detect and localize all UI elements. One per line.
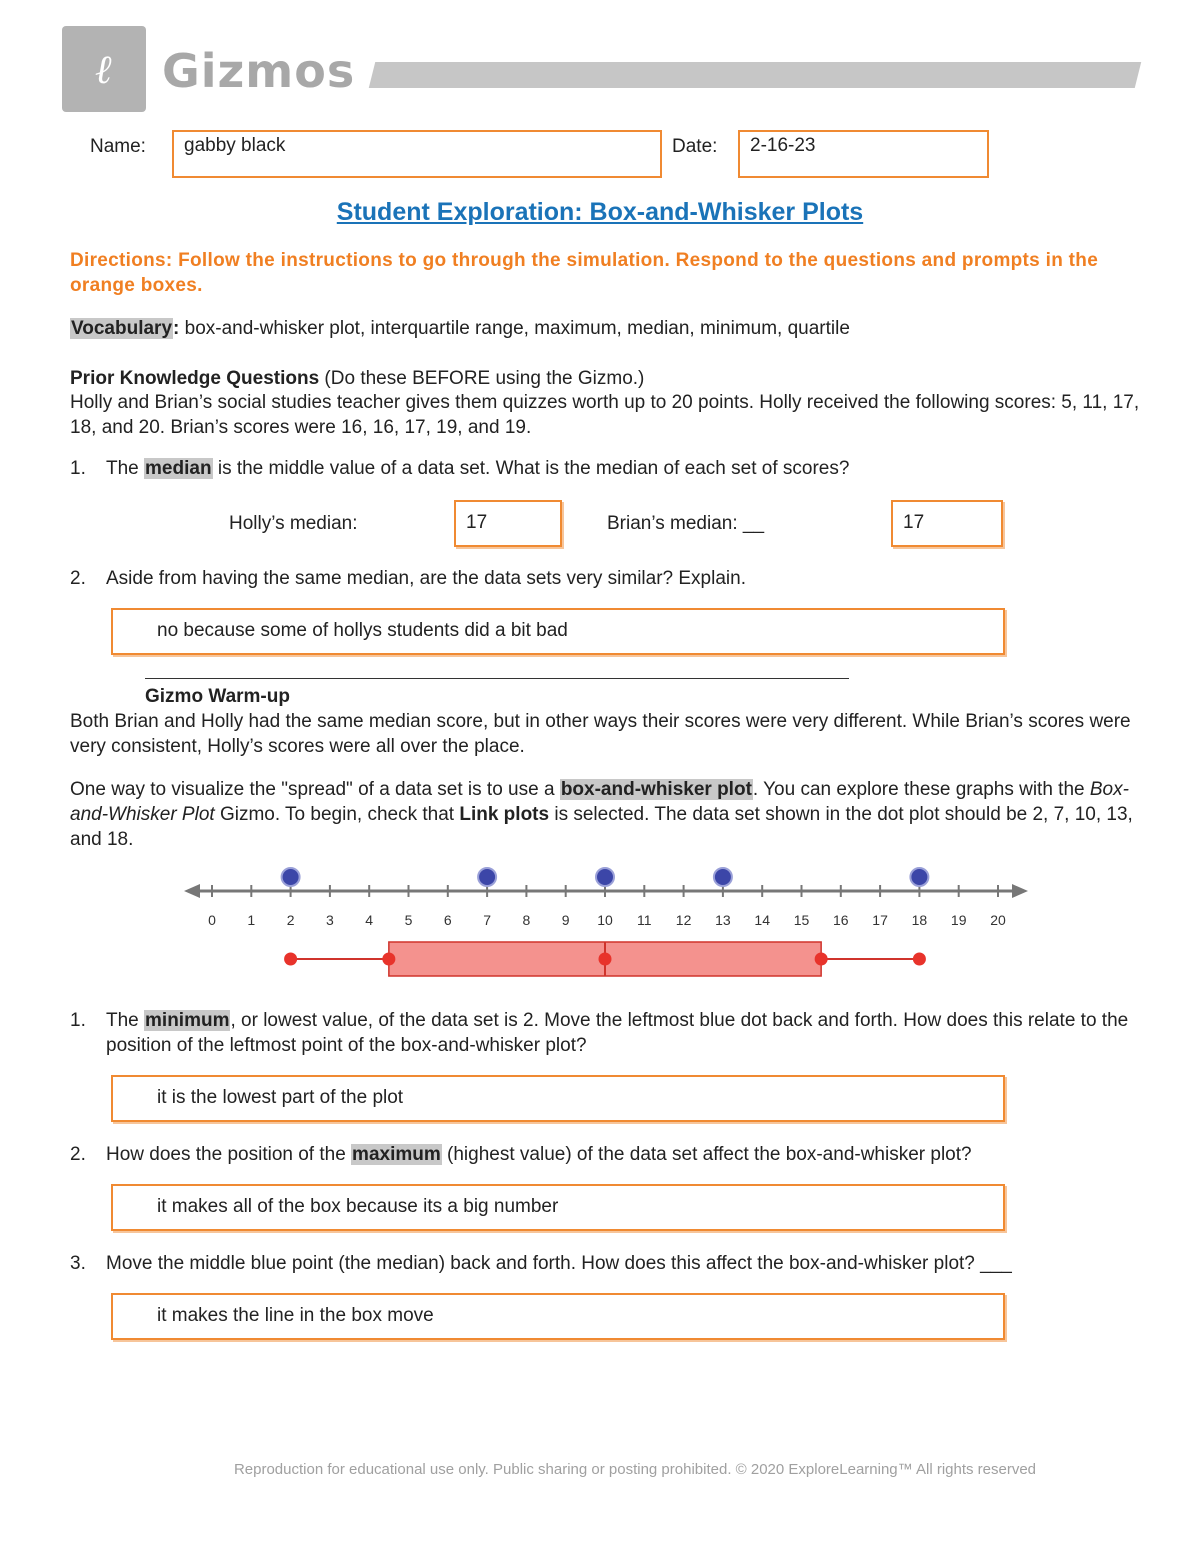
gizmos-brand: Gizmos: [162, 44, 356, 98]
box-whisker-plot: [180, 858, 1040, 980]
warmup-q2-number: 2.: [70, 1144, 86, 1165]
axis-tick-label: 3: [326, 912, 334, 928]
axis-tick-label: 20: [990, 912, 1006, 928]
holly-median-field[interactable]: 17: [454, 500, 562, 547]
axis-tick-label: 18: [911, 912, 928, 928]
axis-tick-label: 16: [833, 912, 849, 928]
axis-tick-label: 8: [522, 912, 531, 928]
minimum-term: minimum: [145, 1010, 230, 1031]
explorelearning-logo: [62, 26, 146, 112]
warmup-q3-number: 3.: [70, 1253, 86, 1274]
axis-tick-label: 13: [715, 912, 731, 928]
q1-point: [382, 953, 395, 966]
warmup-q1-answer[interactable]: it is the lowest part of the plot: [111, 1075, 1005, 1122]
prior-q1-text: The median is the middle value of a data set. What is the median of each set of scores?: [106, 458, 850, 479]
axis-tick-label: 10: [597, 912, 613, 928]
prior-q2-answer[interactable]: no because some of hollys students did a bit bad: [111, 608, 1005, 655]
data-dot: [714, 868, 732, 886]
name-field[interactable]: gabby black: [172, 130, 662, 178]
vocabulary: Vocabulary: box-and-whisker plot, interquartile range, maximum, median, minimum, quartile: [71, 318, 850, 339]
date-label: Date:: [672, 136, 718, 157]
axis-right-arrow: [1012, 884, 1028, 898]
warmup-q3-text: Move the middle blue point (the median) back and forth. How does this affect the box-and-whisker plot? ___: [106, 1253, 1012, 1274]
maximum-term: maximum: [352, 1144, 441, 1165]
axis-tick-label: 1: [247, 912, 256, 928]
maximum-point: [913, 953, 926, 966]
axis-tick-label: 14: [754, 912, 770, 928]
warmup-q2-text: How does the position of the maximum (highest value) of the data set affect the box-and-whisker plot?: [106, 1144, 972, 1165]
box-whisker-term: box-and-whisker plot: [560, 779, 752, 800]
median-point: [599, 953, 612, 966]
median-term: median: [145, 458, 212, 479]
prior-q2-number: 2.: [70, 568, 86, 589]
axis-tick-label: 6: [443, 912, 452, 928]
axis-tick-label: 7: [483, 912, 491, 928]
axis-left-arrow: [184, 884, 200, 898]
directions: Directions: Follow the instructions to go through the simulation. Respond to the questions and prompts in the orange boxes.: [70, 250, 1099, 296]
q3-point: [815, 953, 828, 966]
brian-median-field[interactable]: 17: [891, 500, 1003, 547]
header-bar: [369, 62, 1141, 88]
axis-tick-label: 17: [872, 912, 888, 928]
data-dot: [282, 868, 300, 886]
warmup-q1-text: The minimum, or lowest value, of the data set is 2. Move the leftmost blue dot back and forth. How does this relate to the position of the leftmost point of the box-and-whisker plot?: [106, 1010, 1129, 1056]
warmup-q3-answer[interactable]: it makes the line in the box move: [111, 1293, 1005, 1340]
axis-tick-label: 15: [793, 912, 810, 928]
vocabulary-terms: box-and-whisker plot, interquartile range, maximum, median, minimum, quartile: [179, 318, 850, 339]
warmup-q2-answer[interactable]: it makes all of the box because its a big number: [111, 1184, 1005, 1231]
warmup-paragraph-2: One way to visualize the "spread" of a data set is to use a box-and-whisker plot. You can explore these graphs with the Box-and-Whisker Plot Gizmo. To begin, check that Link plots is selected. The data set shown in the dot plot should be 2, 7, 10, 13, and 18.: [70, 779, 1133, 850]
axis-tick-label: 19: [950, 912, 967, 928]
section-divider: [145, 678, 849, 679]
date-field[interactable]: 2-16-23: [738, 130, 989, 178]
data-dot: [478, 868, 496, 886]
logo-glyph: ℓ: [95, 45, 113, 93]
vocabulary-label: Vocabulary: [71, 318, 173, 339]
warmup-heading: Gizmo Warm-up: [145, 686, 290, 707]
prior-q2-text: Aside from having the same median, are the data sets very similar? Explain.: [106, 568, 746, 589]
prior-q1-number: 1.: [70, 458, 86, 479]
warmup-paragraph-1: Both Brian and Holly had the same median score, but in other ways their scores were very different. While Brian’s scores were very consistent, Holly’s scores were all over the place.: [70, 711, 1131, 757]
axis-tick-label: 12: [675, 912, 692, 928]
page-title: Student Exploration: Box-and-Whisker Plots: [336, 198, 864, 226]
data-dot: [910, 868, 928, 886]
data-dot: [596, 868, 614, 886]
brian-median-label: Brian’s median: __: [607, 513, 765, 534]
minimum-point: [284, 953, 297, 966]
axis-tick-label: 2: [286, 912, 295, 928]
footer-copyright: Reproduction for educational use only. Public sharing or posting prohibited. © 2020 ExploreLearning™ All rights reserved: [233, 1461, 1037, 1478]
prior-heading: Prior Knowledge Questions (Do these BEFORE using the Gizmo.): [70, 368, 645, 389]
name-label: Name:: [90, 136, 146, 157]
warmup-q1-number: 1.: [70, 1010, 86, 1031]
axis-tick-label: 11: [637, 912, 652, 928]
holly-median-label: Holly’s median:: [229, 513, 358, 534]
axis-tick-label: 4: [365, 912, 374, 928]
prior-intro: Holly and Brian’s social studies teacher gives them quizzes worth up to 20 points. Holly received the following scores: 5, 11, 17, 18, and 20. Brian’s scores were 16, 16, 17, 19, and 19.: [70, 392, 1140, 438]
axis-tick-label: 0: [208, 912, 216, 928]
axis-tick-label: 9: [561, 912, 570, 928]
axis-tick-label: 5: [404, 912, 413, 928]
